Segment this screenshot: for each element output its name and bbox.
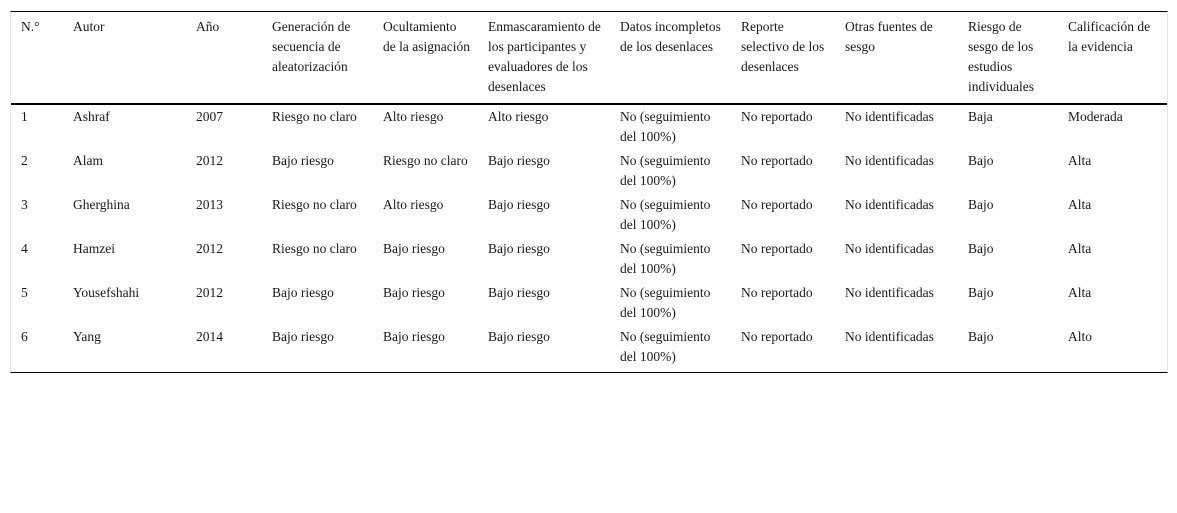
cell-year: 2012: [196, 285, 223, 300]
table-row: [11, 193, 1167, 237]
header-author: Autor: [63, 12, 186, 104]
cell-evidence-grade: Moderada: [1068, 109, 1123, 124]
cell-incomplete-outcome-data: No (seguimiento del 100%): [620, 197, 711, 232]
header-number: N.°: [11, 12, 63, 104]
cell-number: 1: [21, 109, 28, 124]
cell-sequence-generation: Riesgo no claro: [272, 197, 357, 212]
cell-blinding: Bajo riesgo: [488, 285, 550, 300]
cell-evidence-grade: Alta: [1068, 153, 1092, 168]
cell-year: 2007: [196, 109, 223, 124]
header-other-bias: Otras fuentes de sesgo: [835, 12, 958, 104]
cell-other-bias: No identificadas: [845, 241, 934, 256]
cell-individual-risk: Bajo: [968, 197, 994, 212]
cell-allocation-concealment: Alto riesgo: [383, 109, 444, 124]
cell-other-bias: No identificadas: [845, 153, 934, 168]
cell-sequence-generation: Bajo riesgo: [272, 153, 334, 168]
cell-individual-risk: Baja: [968, 109, 993, 124]
header-selective-reporting: Reporte selectivo de los desenlaces: [731, 12, 835, 104]
cell-individual-risk: Bajo: [968, 241, 994, 256]
cell-author: Yousefshahi: [73, 285, 140, 300]
cell-sequence-generation: Bajo riesgo: [272, 285, 334, 300]
header-sequence-generation: Generación de secuencia de aleatorización: [262, 12, 373, 104]
cell-sequence-generation: Riesgo no claro: [272, 109, 357, 124]
risk-of-bias-table: [11, 12, 1167, 372]
cell-individual-risk: Bajo: [968, 285, 994, 300]
cell-number: 3: [21, 197, 28, 212]
cell-allocation-concealment: Bajo riesgo: [383, 329, 445, 344]
cell-author: Ashraf: [73, 109, 110, 124]
cell-selective-reporting: No reportado: [741, 197, 813, 212]
cell-selective-reporting: No reportado: [741, 109, 813, 124]
cell-allocation-concealment: Riesgo no claro: [383, 153, 468, 168]
table-row: [11, 149, 1167, 193]
cell-blinding: Bajo riesgo: [488, 197, 550, 212]
cell-blinding: Bajo riesgo: [488, 329, 550, 344]
cell-year: 2012: [196, 153, 223, 168]
header-blinding: Enmascaramiento de los participantes y evaluadores de los desenlaces: [478, 12, 610, 104]
header-row: [11, 12, 1167, 104]
cell-author: Hamzei: [73, 241, 115, 256]
cell-author: Alam: [73, 153, 103, 168]
table-row: [11, 325, 1167, 372]
cell-sequence-generation: Riesgo no claro: [272, 241, 357, 256]
cell-selective-reporting: No reportado: [741, 241, 813, 256]
cell-evidence-grade: Alto: [1068, 329, 1093, 344]
cell-selective-reporting: No reportado: [741, 153, 813, 168]
risk-of-bias-table-container: [10, 11, 1168, 373]
cell-incomplete-outcome-data: No (seguimiento del 100%): [620, 241, 711, 276]
cell-individual-risk: Bajo: [968, 153, 994, 168]
cell-other-bias: No identificadas: [845, 197, 934, 212]
cell-year: 2014: [196, 329, 223, 344]
cell-author: Gherghina: [73, 197, 130, 212]
header-evidence-grade: Calificación de la evidencia: [1058, 12, 1167, 104]
header-year: Año: [186, 12, 262, 104]
cell-incomplete-outcome-data: No (seguimiento del 100%): [620, 285, 711, 320]
cell-other-bias: No identificadas: [845, 285, 934, 300]
header-allocation-concealment: Ocultamiento de la asignación: [373, 12, 478, 104]
cell-number: 2: [21, 153, 28, 168]
cell-author: Yang: [73, 329, 101, 344]
cell-incomplete-outcome-data: No (seguimiento del 100%): [620, 329, 711, 364]
cell-year: 2012: [196, 241, 223, 256]
cell-year: 2013: [196, 197, 223, 212]
cell-blinding: Alto riesgo: [488, 109, 549, 124]
cell-number: 6: [21, 329, 28, 344]
cell-blinding: Bajo riesgo: [488, 153, 550, 168]
cell-number: 5: [21, 285, 28, 300]
cell-allocation-concealment: Alto riesgo: [383, 197, 444, 212]
cell-sequence-generation: Bajo riesgo: [272, 329, 334, 344]
table-row: [11, 237, 1167, 281]
cell-number: 4: [21, 241, 28, 256]
cell-selective-reporting: No reportado: [741, 329, 813, 344]
header-incomplete-outcome-data: Datos incompletos de los desenlaces: [610, 12, 731, 104]
cell-allocation-concealment: Bajo riesgo: [383, 241, 445, 256]
cell-allocation-concealment: Bajo riesgo: [383, 285, 445, 300]
cell-other-bias: No identificadas: [845, 329, 934, 344]
table-row: [11, 104, 1167, 149]
cell-other-bias: No identificadas: [845, 109, 934, 124]
cell-incomplete-outcome-data: No (seguimiento del 100%): [620, 109, 711, 144]
cell-selective-reporting: No reportado: [741, 285, 813, 300]
cell-incomplete-outcome-data: No (seguimiento del 100%): [620, 153, 711, 188]
cell-individual-risk: Bajo: [968, 329, 994, 344]
cell-evidence-grade: Alta: [1068, 241, 1092, 256]
cell-evidence-grade: Alta: [1068, 197, 1092, 212]
cell-evidence-grade: Alta: [1068, 285, 1092, 300]
header-individual-risk: Riesgo de sesgo de los estudios individuales: [958, 12, 1058, 104]
cell-blinding: Bajo riesgo: [488, 241, 550, 256]
table-row: [11, 281, 1167, 325]
